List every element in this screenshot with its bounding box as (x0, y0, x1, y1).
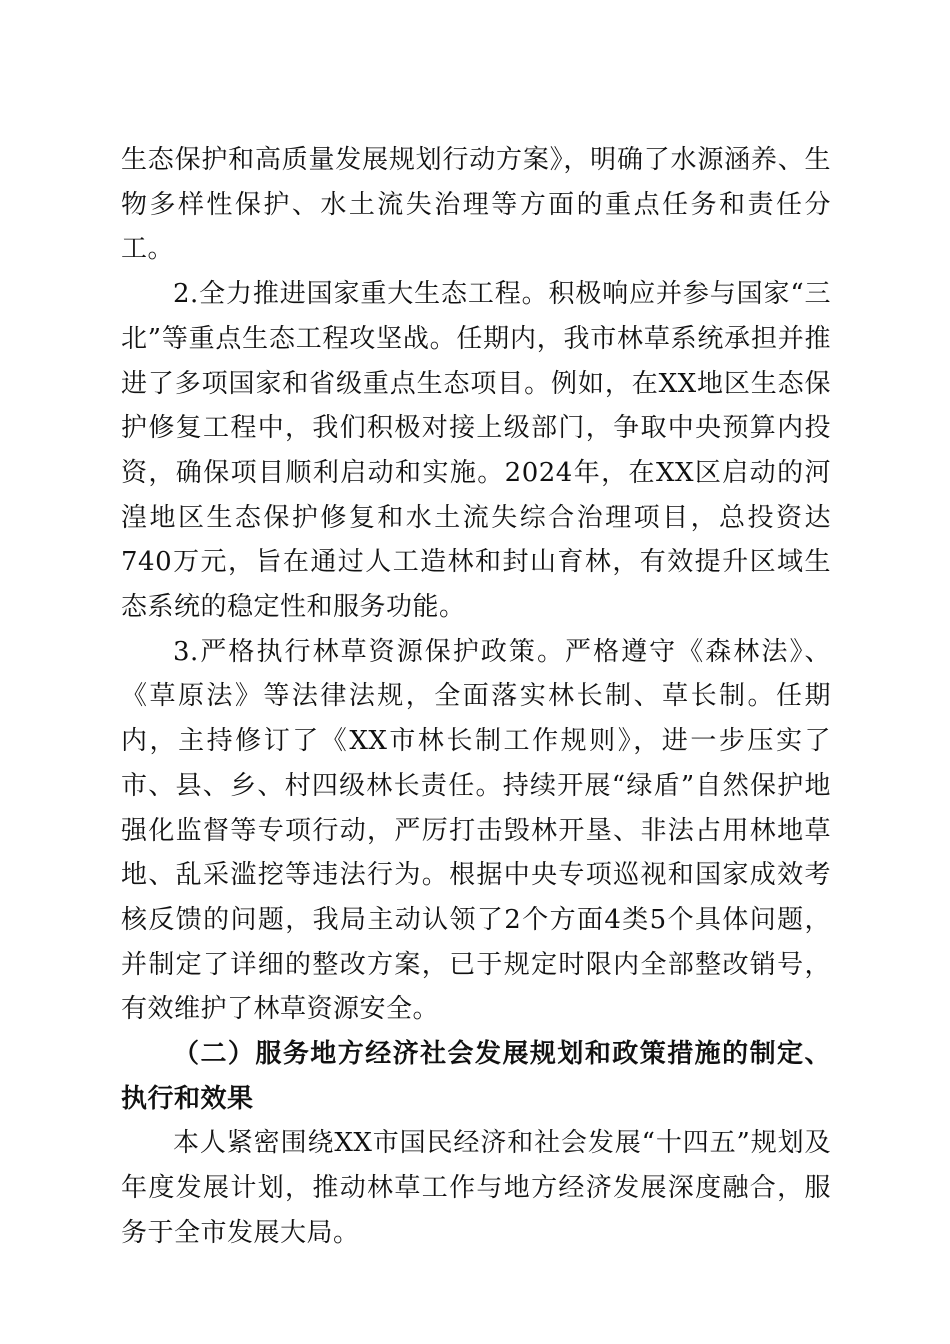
paragraph-continuation: 生态保护和高质量发展规划行动方案》，明确了水源涵养、生物多样性保护、水土流失治理等方面的重点任务和责任分工。 (121, 145, 831, 265)
paragraph-ecological-projects: 2.全力推进国家重大生态工程。积极响应并参与国家“三北”等重点生态工程攻坚战。任期内，我市林草系统承担并推进了多项国家和省级重点生态项目。例如，在XX地区生态保护修复工程中，我们积极对接上级部门，争取中央预算内投资，确保项目顺利启动和实施。2024年，在XX区启动的河湟地区生态保护修复和水土流失综合治理项目，总投资达740万元，旨在通过人工造林和封山育林，有效提升区域生态系统的稳定性和服务功能。 (121, 279, 831, 623)
document-body (121, 138, 831, 1256)
paragraph-local-development: 本人紧密围绕XX市国民经济和社会发展“十四五”规划及年度发展计划，推动林草工作与地方经济发展深度融合，服务于全市发展大局。 (121, 1128, 831, 1248)
paragraph-resource-protection: 3.严格执行林草资源保护政策。严格遵守《森林法》、《草原法》等法律法规，全面落实林长制、草长制。任期内，主持修订了《XX市林长制工作规则》，进一步压实了市、县、乡、村四级林长责任。持续开展“绿盾”自然保护地强化监督等专项行动，严厉打击毁林开垦、非法占用林地草地、乱采滥挖等违法行为。根据中央专项巡视和国家成效考核反馈的问题，我局主动认领了2个方面4类5个具体问题，并制定了详细的整改方案，已于规定时限内全部整改销号，有效维护了林草资源安全。 (121, 636, 831, 1025)
section-heading: （二）服务地方经济社会发展规划和政策措施的制定、执行和效果 (121, 1039, 831, 1114)
